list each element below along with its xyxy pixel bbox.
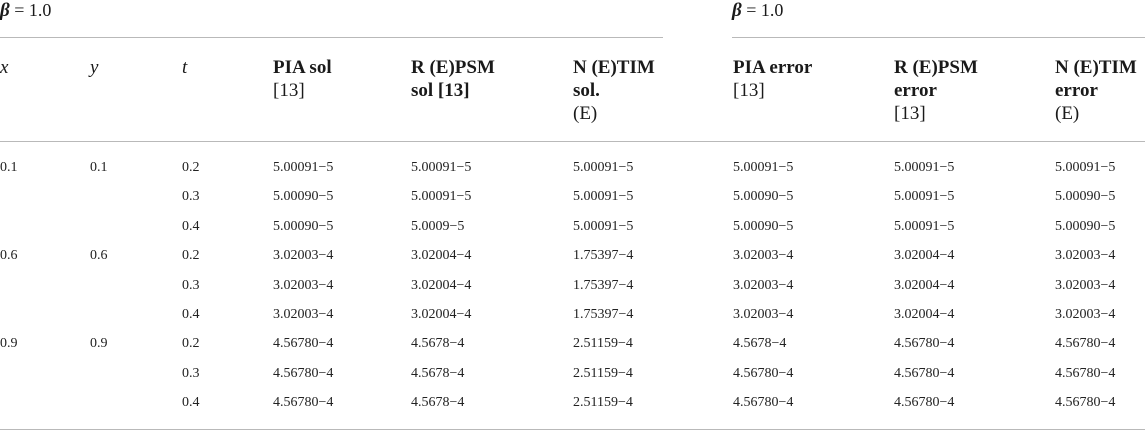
header-line: error [1055,80,1098,101]
cell-pia-error: 5.00090−5 [733,189,794,204]
cell-netim-sol: 1.75397−4 [573,278,634,293]
cell-t: 0.2 [182,160,200,175]
cell-pia-sol: 4.56780−4 [273,336,334,351]
cell-netim-sol: 5.00091−5 [573,189,634,204]
beta-label-right [732,0,783,22]
cell-netim-error: 5.00090−5 [1055,189,1116,204]
header-repsm-sol [411,56,495,102]
cell-repsm-error: 4.56780−4 [894,336,955,351]
cell-repsm-error: 3.02004−4 [894,307,955,322]
cell-pia-sol: 5.00090−5 [273,189,334,204]
cell-netim-error: 5.00090−5 [1055,219,1116,234]
cell-pia-sol: 3.02003−4 [273,278,334,293]
cell-pia-error: 5.00091−5 [733,160,794,175]
cell-repsm-sol: 5.00091−5 [411,189,472,204]
cell-pia-sol: 5.00091−5 [273,160,334,175]
header-line: error [894,80,937,101]
header-line: sol. [573,80,600,101]
header-line: [13] [894,103,926,124]
cell-repsm-sol: 4.5678−4 [411,336,465,351]
cell-repsm-error: 4.56780−4 [894,366,955,381]
cell-pia-error: 4.56780−4 [733,366,794,381]
cell-netim-error: 4.56780−4 [1055,336,1116,351]
cell-y: 0.6 [90,248,108,263]
cell-netim-sol: 5.00091−5 [573,160,634,175]
header-pia-error [733,56,812,102]
header-netim-sol [573,56,655,125]
cell-repsm-error: 3.02004−4 [894,248,955,263]
rule-header-bottom [0,141,1145,142]
header-pia-sol [273,56,332,102]
cell-repsm-error: 4.56780−4 [894,395,955,410]
cell-pia-sol: 3.02003−4 [273,248,334,263]
header-t: t [182,57,188,78]
cell-netim-error: 3.02003−4 [1055,307,1116,322]
beta-symbol: β [0,0,10,21]
cell-netim-sol: 5.00091−5 [573,219,634,234]
cell-pia-sol: 4.56780−4 [273,395,334,410]
beta-symbol: β [732,0,742,21]
cell-netim-error: 5.00091−5 [1055,160,1116,175]
cell-netim-sol: 2.51159−4 [573,395,633,410]
cell-pia-error: 3.02003−4 [733,307,794,322]
cell-pia-error: 5.00090−5 [733,219,794,234]
cell-netim-sol: 1.75397−4 [573,307,634,322]
cell-repsm-sol: 3.02004−4 [411,278,472,293]
header-line: PIA error [733,57,813,78]
cell-pia-error: 4.56780−4 [733,395,794,410]
header-line: PIA sol [273,57,332,78]
header-line: (E) [1055,103,1080,124]
cell-repsm-sol: 4.5678−4 [411,395,465,410]
header-y: y [90,57,99,78]
cell-repsm-sol: 3.02004−4 [411,248,472,263]
cell-repsm-sol: 5.00091−5 [411,160,472,175]
header-line: sol [13] [411,80,470,101]
header-line: [13] [273,80,305,101]
cell-repsm-sol: 3.02004−4 [411,307,472,322]
cell-pia-sol: 3.02003−4 [273,307,334,322]
cell-repsm-error: 5.00091−5 [894,219,955,234]
header-netim-error [1055,56,1137,125]
cell-x: 0.1 [0,160,18,175]
cell-y: 0.1 [90,160,108,175]
cell-netim-sol: 2.51159−4 [573,366,633,381]
cell-repsm-error: 5.00091−5 [894,160,955,175]
rule-table-bottom [0,429,1145,430]
beta-label-left [0,0,51,22]
cell-t: 0.2 [182,248,200,263]
rule-top-left [0,37,663,38]
cell-repsm-error: 5.00091−5 [894,189,955,204]
cell-t: 0.3 [182,278,200,293]
header-line: N (E)TIM [573,57,655,78]
cell-repsm-error: 3.02004−4 [894,278,955,293]
cell-pia-error: 3.02003−4 [733,278,794,293]
cell-netim-error: 4.56780−4 [1055,366,1116,381]
header-line: R (E)PSM [894,57,978,78]
cell-y: 0.9 [90,336,108,351]
cell-netim-error: 4.56780−4 [1055,395,1116,410]
rule-top-right [732,37,1145,38]
header-line: [13] [733,80,765,101]
cell-pia-error: 4.5678−4 [733,336,787,351]
cell-t: 0.3 [182,366,200,381]
cell-pia-sol: 4.56780−4 [273,366,334,381]
cell-netim-sol: 2.51159−4 [573,336,633,351]
cell-pia-error: 3.02003−4 [733,248,794,263]
cell-repsm-sol: 4.5678−4 [411,366,465,381]
cell-repsm-sol: 5.0009−5 [411,219,465,234]
cell-netim-error: 3.02003−4 [1055,278,1116,293]
cell-x: 0.9 [0,336,18,351]
beta-value: = 1.0 [746,0,784,20]
header-line: (E) [573,103,598,124]
cell-t: 0.4 [182,219,200,234]
cell-netim-sol: 1.75397−4 [573,248,634,263]
header-repsm-error [894,56,978,125]
beta-value: = 1.0 [14,0,52,20]
header-line: N (E)TIM [1055,57,1137,78]
header-x: x [0,57,9,78]
cell-netim-error: 3.02003−4 [1055,248,1116,263]
cell-t: 0.4 [182,307,200,322]
cell-t: 0.4 [182,395,200,410]
cell-pia-sol: 5.00090−5 [273,219,334,234]
cell-t: 0.2 [182,336,200,351]
cell-x: 0.6 [0,248,18,263]
cell-t: 0.3 [182,189,200,204]
header-line: R (E)PSM [411,57,495,78]
